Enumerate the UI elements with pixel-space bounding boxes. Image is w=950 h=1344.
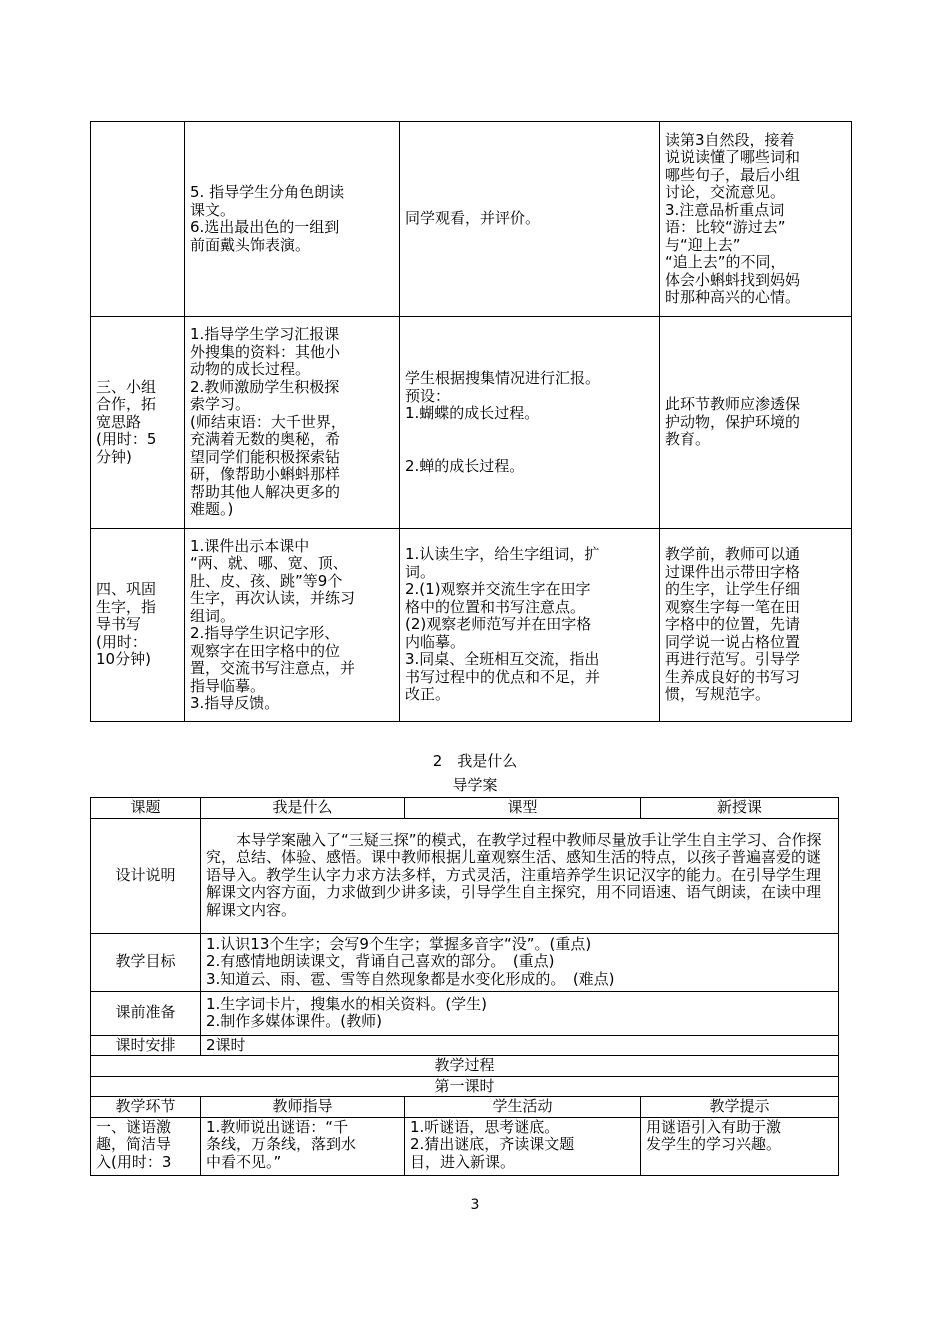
lesson-process-table bbox=[90, 121, 852, 722]
teacher-guidance-cell: 1.指导学生学习汇报课 外搜集的资料：其他小 动物的成长过程。 2.教师激励学生积极探 索学习。 (师结束语：大千世界， 充满着无数的奥秘，希 望同学们能积极探索钻 研，像帮助小蝌蚪那样 帮助其他人解决更多的 难题。) bbox=[185, 317, 400, 529]
topic-label: 课题 bbox=[91, 798, 201, 819]
table-row bbox=[91, 818, 839, 933]
topic-value: 我是什么 bbox=[201, 798, 405, 819]
design-text: 本导学案融入了“三疑三探”的模式，在教学过程中教师尽量放手让学生自主学习、合作探究，总结、体验、感悟。课中教师根据儿童观察生活、感知生活的特点，以孩子普遍喜爱的谜语导入。教学生认字力求方法多样，方式灵活，注重培养学生识记汉字的能力。在引导学生理解课文内容方面，力求做到少讲多读，引导学生自主探究，用不同语速、语气朗读，在读中理解课文内容。 bbox=[201, 818, 839, 933]
table-row bbox=[91, 1056, 839, 1077]
stage-cell: 一、谜语激 趣，简洁导 入(用时：3 bbox=[91, 1117, 201, 1175]
teacher-guidance-cell: 5. 指导学生分角色朗读 课文。 6.选出最出色的一组到 前面戴头饰表演。 bbox=[185, 122, 400, 317]
page-number: 3 bbox=[470, 1197, 480, 1213]
table-row bbox=[91, 798, 839, 819]
prep-text: 1.生字词卡片，搜集水的相关资料。(学生) 2.制作多媒体课件。(教师) bbox=[201, 991, 839, 1035]
col-student-header: 学生活动 bbox=[405, 1097, 641, 1118]
student-activity-cell: 1.听谜语，思考谜底。 2.猜出谜底，齐读课文题 目，进入新课。 bbox=[405, 1117, 641, 1175]
process-header: 教学过程 bbox=[91, 1056, 839, 1077]
plan-title: 导学案 bbox=[452, 776, 498, 794]
stage-cell: 四、巩固 生字，指 导书写 (用时： 10分钟) bbox=[91, 529, 185, 722]
stage-cell bbox=[91, 122, 185, 317]
col-teacher-header: 教师指导 bbox=[201, 1097, 405, 1118]
design-label: 设计说明 bbox=[91, 818, 201, 933]
type-value: 新授课 bbox=[641, 798, 839, 819]
lesson-title: 2 我是什么 bbox=[432, 752, 518, 770]
table-row bbox=[91, 529, 852, 722]
schedule-value: 2课时 bbox=[201, 1035, 839, 1056]
student-activity-cell: 1.认读生字，给生字组词，扩 词。 2.(1)观察并交流生字在田字 格中的位置和书写注意点。 (2)观察老师范写并在田字格 内临摹。 3.同桌、全班相互交流，指出 书写过程中的优点和不足，并 改正。 bbox=[400, 529, 660, 722]
teaching-tips-cell: 教学前，教师可以通 过课件出示带田字格 的生字，让学生仔细 观察生字每一笔在田 字格中的位置，先请 同学说一说占格位置 再进行范写。引导学 生养成良好的书写习 惯，写规范字。 bbox=[660, 529, 852, 722]
table-row bbox=[91, 1097, 839, 1118]
teaching-tips-cell: 此环节教师应渗透保 护动物，保护环境的 教育。 bbox=[660, 317, 852, 529]
stage-cell: 三、小组 合作，拓 宽思路 (用时：5 分钟) bbox=[91, 317, 185, 529]
period-header: 第一课时 bbox=[91, 1076, 839, 1097]
student-activity-cell: 学生根据搜集情况进行汇报。 预设： 1.蝴蝶的成长过程。 2.蝉的成长过程。 bbox=[400, 317, 660, 529]
goals-label: 教学目标 bbox=[91, 933, 201, 991]
type-label: 课型 bbox=[405, 798, 641, 819]
schedule-label: 课时安排 bbox=[91, 1035, 201, 1056]
table-row bbox=[91, 933, 839, 991]
teacher-guidance-cell: 1.教师说出谜语：“千 条线，万条线，落到水 中看不见。” bbox=[201, 1117, 405, 1175]
lesson-plan-table bbox=[90, 797, 839, 1176]
col-tips-header: 教学提示 bbox=[641, 1097, 839, 1118]
table-row bbox=[91, 991, 839, 1035]
table-row bbox=[91, 317, 852, 529]
col-stage-header: 教学环节 bbox=[91, 1097, 201, 1118]
table-row bbox=[91, 1076, 839, 1097]
teaching-tips-cell: 读第3自然段，接着 说说读懂了哪些词和 哪些句子，最后小组 讨论，交流意见。 3.注意品析重点词 语：比较“游过去” 与“迎上去” “追上去”的不同， 体会小蝌蚪找到妈妈 时那种高兴的心情。 bbox=[660, 122, 852, 317]
table-row bbox=[91, 122, 852, 317]
teaching-tips-cell: 用谜语引入有助于激 发学生的学习兴趣。 bbox=[641, 1117, 839, 1175]
teacher-guidance-cell: 1.课件出示本课中 “两、就、哪、宽、顶、 肚、皮、孩、跳”等9个 生字，再次认读，并练习 组词。 2.指导学生识记字形、 观察字在田字格中的位 置，交流书写注意点，并 指导临摹。 3.指导反馈。 bbox=[185, 529, 400, 722]
table-row bbox=[91, 1117, 839, 1175]
goals-text: 1.认识13个生字；会写9个生字；掌握多音字“没”。(重点) 2.有感情地朗读课文，背诵自己喜欢的部分。 (重点) 3.知道云、雨、雹、雪等自然现象都是水变化形成的。 (难点) bbox=[201, 933, 839, 991]
table-row bbox=[91, 1035, 839, 1056]
prep-label: 课前准备 bbox=[91, 991, 201, 1035]
student-activity-cell: 同学观看，并评价。 bbox=[400, 122, 660, 317]
